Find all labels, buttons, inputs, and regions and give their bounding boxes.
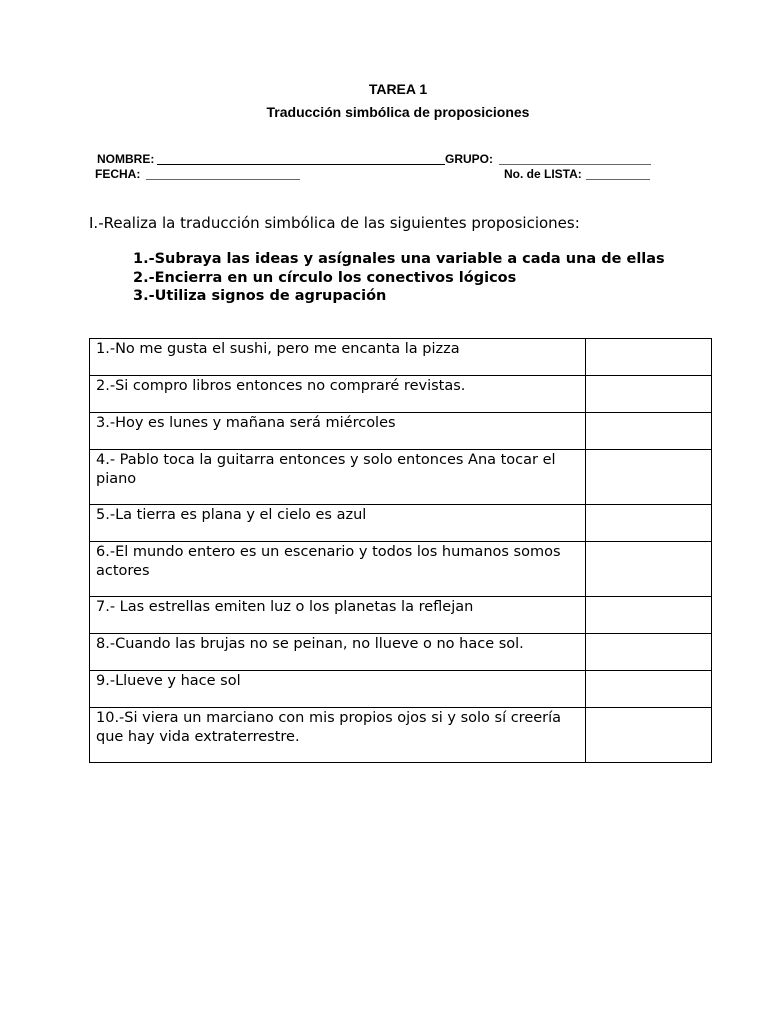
proposition-cell: 6.-El mundo entero es un escenario y todos los humanos somos actores	[90, 542, 586, 597]
nombre-field[interactable]	[157, 164, 445, 165]
answer-cell[interactable]	[586, 376, 712, 413]
proposition-cell: 5.-La tierra es plana y el cielo es azul	[90, 505, 586, 542]
table-row	[90, 376, 712, 413]
proposition-cell: 10.-Si viera un marciano con mis propios ojos si y solo sí creería que hay vida extraterrestre.	[90, 708, 586, 763]
proposition-cell: 4.- Pablo toca la guitarra entonces y solo entonces Ana tocar el piano	[90, 450, 586, 505]
proposition-cell: 2.-Si compro libros entonces no compraré revistas.	[90, 376, 586, 413]
fecha-field[interactable]	[146, 179, 300, 180]
grupo-label: GRUPO:	[445, 152, 493, 166]
table-row	[90, 671, 712, 708]
step-item: 3.-Utiliza signos de agrupación	[133, 288, 387, 304]
answer-cell[interactable]	[586, 708, 712, 763]
table-row	[90, 542, 712, 597]
page-subtitle: Traducción simbólica de proposiciones	[266, 104, 530, 120]
answer-cell[interactable]	[586, 542, 712, 597]
table-row	[90, 450, 712, 505]
nombre-label: NOMBRE:	[97, 152, 155, 166]
instruction-text: I.-Realiza la traducción simbólica de las siguientes proposiciones:	[89, 214, 580, 232]
table-row	[90, 634, 712, 671]
proposition-cell: 1.-No me gusta el sushi, pero me encanta la pizza	[90, 339, 586, 376]
table-row	[90, 339, 712, 376]
table-row	[90, 708, 712, 763]
proposition-cell: 8.-Cuando las brujas no se peinan, no llueve o no hace sol.	[90, 634, 586, 671]
lista-field[interactable]	[586, 179, 650, 180]
step-item: 1.-Subraya las ideas y asígnales una variable a cada una de ellas	[133, 251, 665, 267]
table-row	[90, 597, 712, 634]
table-row	[90, 505, 712, 542]
answer-cell[interactable]	[586, 634, 712, 671]
answer-cell[interactable]	[586, 671, 712, 708]
fecha-label: FECHA:	[95, 167, 141, 181]
page-title: TAREA 1	[368, 81, 428, 97]
steps-list	[133, 250, 665, 306]
answer-cell[interactable]	[586, 413, 712, 450]
answer-cell[interactable]	[586, 450, 712, 505]
propositions-table	[89, 338, 712, 763]
step-item: 2.-Encierra en un círculo los conectivos lógicos	[133, 269, 517, 286]
proposition-cell: 3.-Hoy es lunes y mañana será miércoles	[90, 413, 586, 450]
proposition-cell: 7.- Las estrellas emiten luz o los planetas la reflejan	[90, 597, 586, 634]
answer-cell[interactable]	[586, 505, 712, 542]
answer-cell[interactable]	[586, 339, 712, 376]
grupo-field[interactable]	[499, 164, 651, 165]
answer-cell[interactable]	[586, 597, 712, 634]
table-row	[90, 413, 712, 450]
proposition-cell: 9.-Llueve y hace sol	[90, 671, 586, 708]
lista-label: No. de LISTA:	[504, 167, 582, 181]
